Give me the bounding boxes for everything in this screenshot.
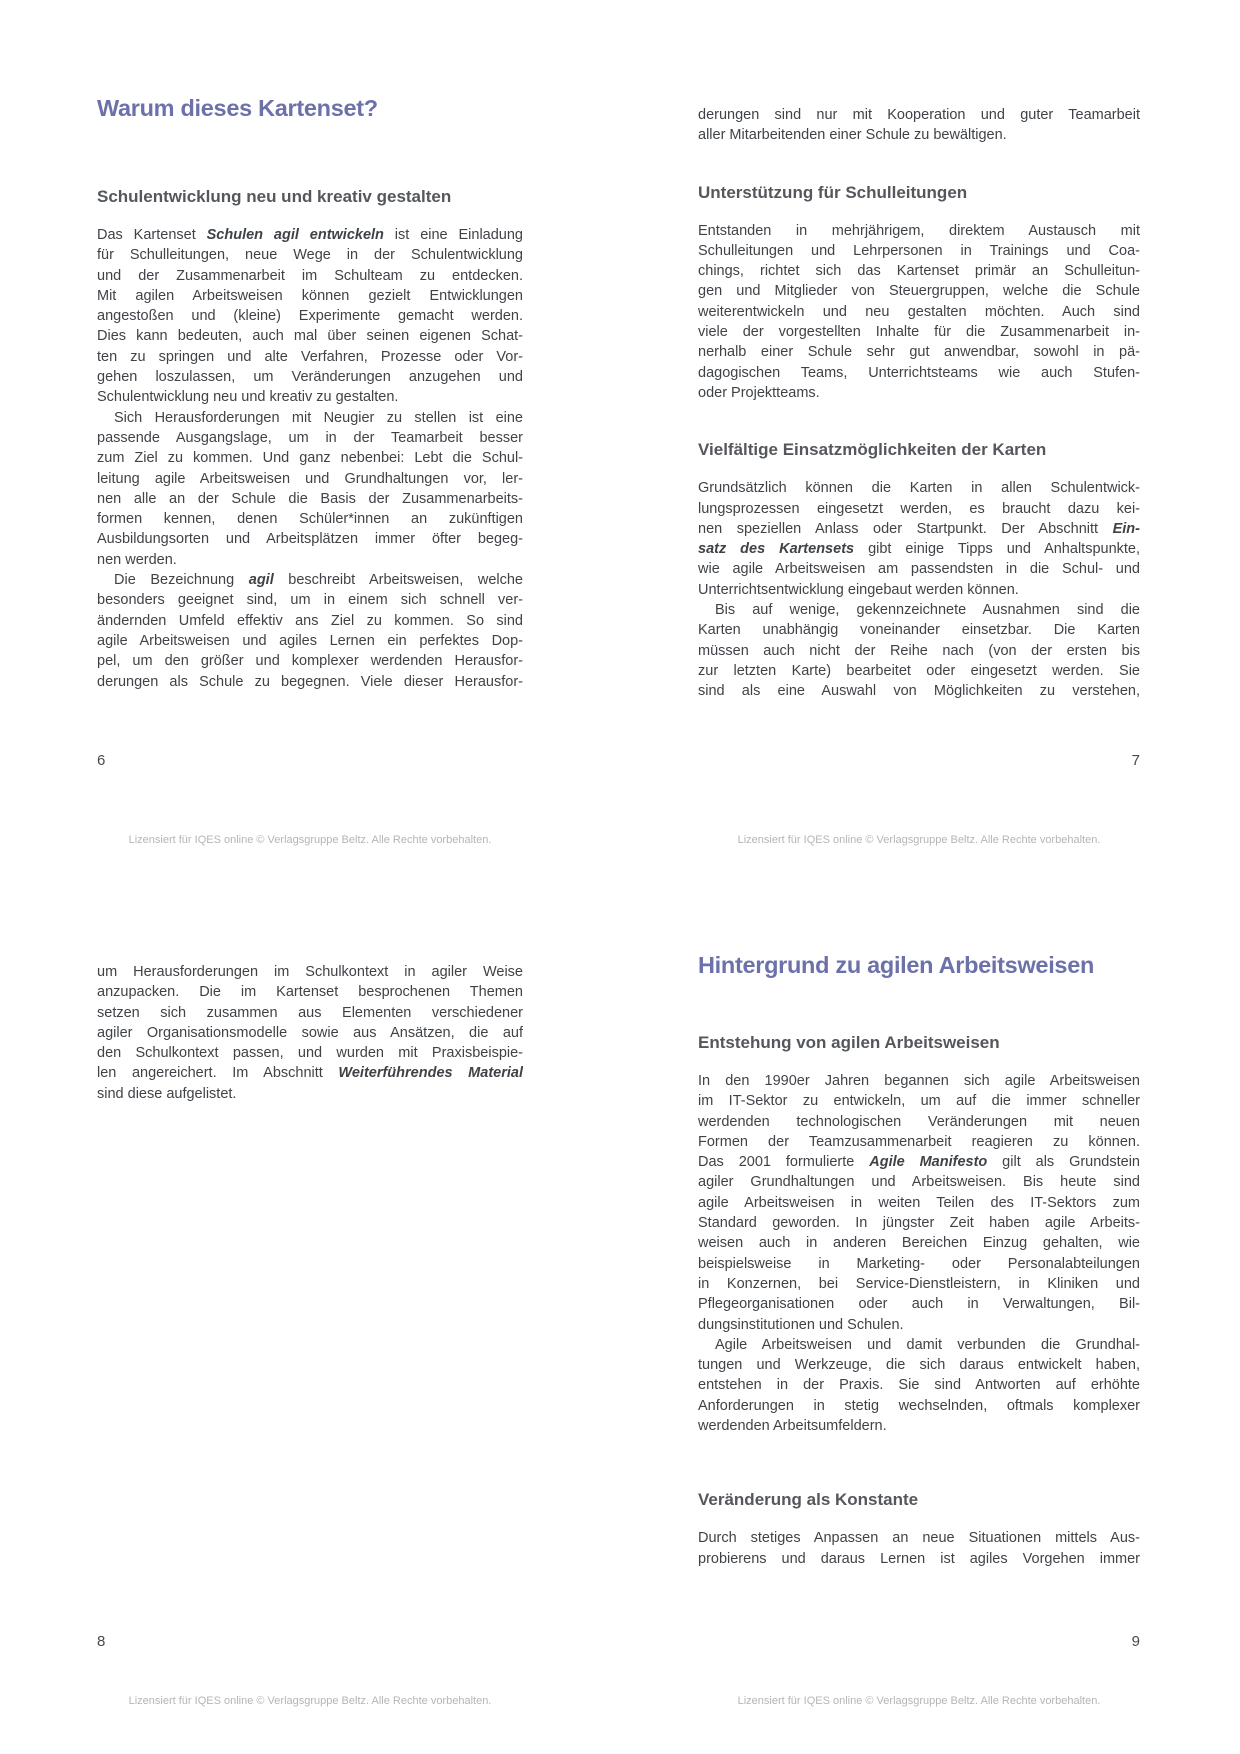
emphasis-text: Agile Manifesto: [869, 1154, 988, 1171]
body-line: beispielsweise in Marketing- oder Personalabteilungen: [698, 1255, 1140, 1272]
body-line: Sich Herausforderungen mit Neugier zu stellen ist eine: [114, 409, 523, 426]
body-line: gen und Mitglieder von Steuergruppen, welche die Schule: [698, 283, 1140, 300]
paragraph: [97, 225, 523, 408]
body-line: passende Ausgangslage, um in der Teamarbeit besser: [97, 429, 523, 446]
body-line: agiler Organisationsmodelle sowie aus Ansätzen, die auf: [97, 1024, 523, 1041]
emphasis-text: agil: [248, 572, 274, 589]
body-line: Das Kartenset Schulen agil entwickeln ist eine Einladung: [97, 227, 523, 243]
section-heading: Schulentwicklung neu und kreativ gestalten: [97, 187, 452, 206]
section-heading: Entstehung von agilen Arbeitsweisen: [698, 1033, 1000, 1052]
paragraph: [97, 962, 523, 1104]
page-7: [698, 105, 1140, 702]
paragraph: [97, 408, 523, 570]
body-line: Schulentwicklung neu und kreativ zu gestalten.: [97, 389, 399, 406]
body-line: agiler Grundhaltungen und Arbeitsweisen. Bis heute sind: [698, 1174, 1140, 1191]
page-number: 7: [1131, 752, 1140, 769]
section-heading: Veränderung als Konstante: [698, 1490, 919, 1510]
body-line: leitung agile Arbeitsweisen und Grundhaltungen vor, ler-: [97, 470, 523, 487]
page-number: 9: [1131, 1633, 1140, 1650]
body-line: besonders geeignet sind, um in einem sich schnell ver-: [97, 592, 523, 609]
body-line: Bis auf wenige, gekennzeichnete Ausnahmen sind die: [715, 602, 1140, 619]
body-line: nen speziellen Anlass oder Startpunkt. Der Abschnitt Ein-: [698, 520, 1140, 537]
body-line: werdenden Arbeitsumfeldern.: [698, 1418, 887, 1435]
emphasis-text: Weiterführendes Material: [338, 1065, 523, 1082]
body-line: in Konzernen, bei Service-Dienstleistern, in Kliniken und: [698, 1275, 1140, 1292]
body-line: Agile Arbeitsweisen und damit verbunden die Grundhal-: [715, 1336, 1140, 1353]
paragraph: [698, 105, 1140, 146]
body-line: agile Arbeitsweisen und agiles Lernen ein perfektes Dop-: [97, 632, 523, 649]
page-title: Warum dieses Kartenset?: [97, 95, 378, 121]
page-9-content: [698, 1032, 1140, 1569]
body-line: Karten unabhängig voneinander einsetzbar. Die Karten: [698, 622, 1140, 639]
body-line: viele der vorgestellten Inhalte für die Zusammenarbeit in-: [698, 324, 1140, 341]
page-8-content: [97, 962, 523, 1104]
body-line: im IT-Sektor zu entwickeln, um auf die immer schneller: [698, 1093, 1140, 1110]
license-footer: Lizensiert für IQES online © Verlagsgruppe Beltz. Alle Rechte vorbehalten.: [737, 834, 1101, 846]
body-line: In den 1990er Jahren begannen sich agile Arbeitsweisen: [698, 1073, 1140, 1089]
paragraph: [698, 221, 1140, 404]
body-line: weisen auch in anderen Bereichen Einzug gehalten, wie: [698, 1235, 1140, 1252]
body-line: Standard geworden. In jüngster Zeit haben agile Arbeits-: [698, 1215, 1140, 1232]
body-line: tungen und Werkzeuge, die sich daraus entwickelt haben,: [698, 1357, 1140, 1374]
emphasis-text: Ein-: [1112, 520, 1140, 537]
paragraph: [698, 1528, 1140, 1569]
body-line: Unterrichtsentwicklung eingebaut werden können.: [698, 581, 1019, 598]
paragraph: [698, 478, 1140, 600]
body-line: den Schulkontext passen, und wurden mit Praxisbeispie-: [97, 1045, 523, 1062]
body-line: Pflegeorganisationen oder auch in Verwaltungen, Bil-: [698, 1296, 1140, 1313]
paragraph: [698, 1071, 1140, 1335]
emphasis-text: satz des Kartensets: [698, 541, 855, 558]
page-9: [698, 950, 1140, 1569]
body-line: oder Projektteams.: [698, 384, 820, 401]
page-title: Hintergrund zu agilen Arbeitsweisen: [698, 952, 1095, 978]
body-line: zum Ziel zu kommen. Und ganz nebenbei: Lebt die Schul-: [97, 450, 523, 467]
body-line: Das 2001 formulierte Agile Manifesto gilt als Grundstein: [698, 1154, 1140, 1171]
body-line: probierens und daraus Lernen ist agiles Vorgehen immer: [698, 1550, 1140, 1567]
body-line: zur letzten Karte) bearbeitet oder eingesetzt werden. Sie: [698, 662, 1140, 679]
body-line: werdenden technologischen Veränderungen mit neuen: [698, 1113, 1140, 1130]
body-line: len angereichert. Im Abschnitt Weiterführendes Material: [97, 1065, 523, 1082]
page-6: [97, 93, 523, 692]
body-line: wie agile Arbeitsweisen am passendsten in die Schul- und: [698, 561, 1140, 578]
paragraph: [97, 570, 523, 692]
page-8: [97, 962, 523, 1104]
body-line: chings, richtet sich das Kartenset primär an Schulleitun-: [698, 263, 1140, 280]
body-line: agile Arbeitsweisen in weiten Teilen des IT-Sektors zum: [698, 1194, 1140, 1211]
page-7-content: [698, 105, 1140, 702]
body-line: pel, um den größer und komplexer werdenden Herausfor-: [97, 653, 523, 670]
license-footer: Lizensiert für IQES online © Verlagsgruppe Beltz. Alle Rechte vorbehalten.: [128, 1695, 492, 1707]
body-line: ändernden Umfeld effektiv ans Ziel zu kommen. So sind: [97, 612, 523, 629]
section-heading: Vielfältige Einsatzmöglichkeiten der Karten: [698, 440, 1047, 460]
body-line: und der Zusammenarbeit im Schulteam zu entdecken.: [97, 267, 523, 284]
page-number: 6: [97, 752, 106, 769]
body-line: weiterentwickeln und neu gestalten möchten. Auch sind: [698, 303, 1140, 320]
body-line: sind diese aufgelistet.: [97, 1085, 237, 1102]
body-line: angestoßen und (kleine) Experimente gemacht werden.: [97, 308, 523, 325]
body-line: Schulleitungen und Lehrpersonen in Trainings und Coa-: [698, 242, 1140, 259]
body-line: derungen als Schule zu begegnen. Viele dieser Herausfor-: [97, 673, 523, 690]
page-number: 8: [97, 1633, 106, 1650]
license-footer: Lizensiert für IQES online © Verlagsgruppe Beltz. Alle Rechte vorbehalten.: [737, 1695, 1101, 1707]
body-line: entstehen in der Praxis. Sie sind Antworten auf erhöhte: [698, 1377, 1140, 1394]
emphasis-text: Schulen agil entwickeln: [206, 227, 384, 243]
license-footer: Lizensiert für IQES online © Verlagsgruppe Beltz. Alle Rechte vorbehalten.: [128, 834, 492, 846]
body-line: setzen sich zusammen aus Elementen verschiedener: [97, 1004, 523, 1021]
body-line: nen werden.: [97, 551, 177, 568]
body-line: Formen der Teamzusammenarbeit reagieren zu können.: [698, 1133, 1140, 1150]
body-line: Dies kann bedeuten, auch mal über seinen eigenen Schat-: [97, 328, 523, 345]
body-line: Anforderungen in stetig wechselnden, oftmals komplexer: [698, 1397, 1140, 1414]
paragraph: [698, 600, 1140, 701]
body-line: müssen auch nicht der Reihe nach (von der ersten bis: [698, 642, 1140, 659]
body-line: für Schulleitungen, neue Wege in der Schulentwicklung: [97, 247, 523, 264]
body-line: um Herausforderungen im Schulkontext in agiler Weise: [97, 964, 523, 980]
body-line: satz des Kartensets gibt einige Tipps und Anhaltspunkte,: [698, 541, 1140, 558]
body-line: Entstanden in mehrjährigem, direktem Austausch mit: [698, 222, 1140, 239]
body-line: dagogischen Teams, Unterrichtsteams wie auch Stufen-: [698, 364, 1140, 381]
body-line: Grundsätzlich können die Karten in allen Schulentwick-: [698, 480, 1140, 497]
body-line: Die Bezeichnung agil beschreibt Arbeitsweisen, welche: [114, 572, 523, 589]
body-line: aller Mitarbeitenden einer Schule zu bewältigen.: [698, 127, 1007, 144]
body-line: lungsprozessen eingesetzt werden, es braucht dazu kei-: [698, 500, 1140, 517]
paragraph: [698, 1335, 1140, 1436]
body-line: formen kennen, denen Schüler*innen an zukünftigen: [97, 511, 523, 528]
body-line: Ausbildungsorten und Arbeitsplätzen immer öfter begeg-: [97, 531, 523, 548]
page-6-content: [97, 186, 523, 692]
body-line: nen alle an der Schule die Basis der Zusammenarbeits-: [97, 490, 523, 507]
body-line: nerhalb einer Schule sehr gut anwendbar, sowohl in pä-: [698, 344, 1140, 361]
body-line: derungen sind nur mit Kooperation und guter Teamarbeit: [698, 107, 1140, 123]
body-line: ten zu springen und alte Verfahren, Prozesse oder Vor-: [97, 348, 523, 365]
section-heading: Unterstützung für Schulleitungen: [698, 182, 968, 202]
body-line: sind als eine Auswahl von Möglichkeiten zu verstehen,: [698, 683, 1140, 700]
body-line: Durch stetiges Anpassen an neue Situationen mittels Aus-: [698, 1530, 1140, 1547]
body-line: dungsinstitutionen und Schulen.: [698, 1316, 904, 1333]
body-line: Mit agilen Arbeitsweisen können gezielt Entwicklungen: [97, 287, 523, 304]
body-line: anzupacken. Die im Kartenset besprochenen Themen: [97, 984, 523, 1001]
body-line: gehen loszulassen, um Veränderungen anzugehen und: [97, 369, 523, 386]
